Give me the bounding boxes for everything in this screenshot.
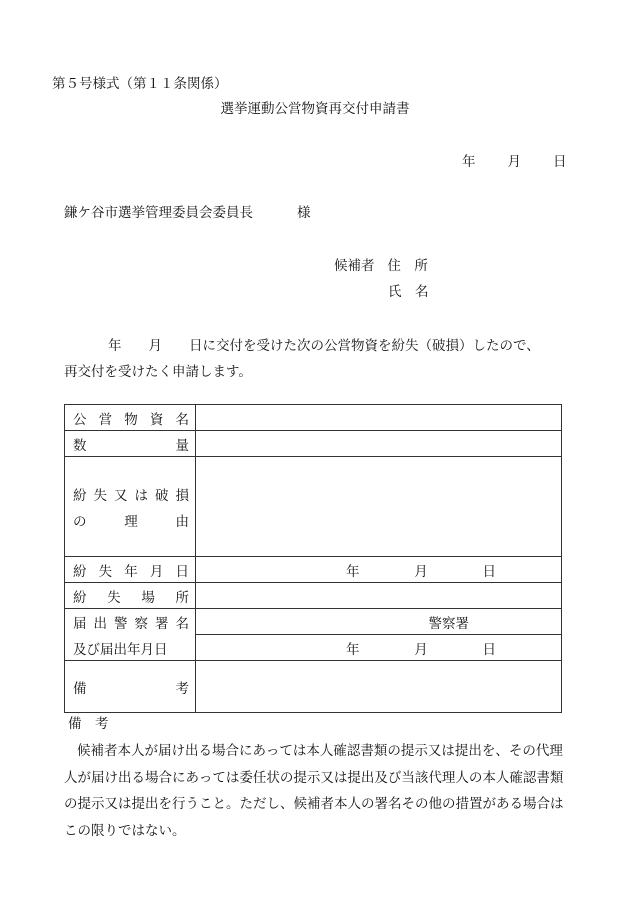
remarks-field[interactable] [196, 661, 562, 713]
loss-place-label [65, 583, 196, 609]
police-station-suffix: 警察署 [428, 615, 469, 632]
loss-place-char: 紛 [73, 589, 87, 606]
reason-field[interactable] [196, 457, 562, 557]
loss-day: 日 [482, 563, 496, 580]
item-name-field[interactable] [196, 405, 562, 431]
police-day: 日 [482, 641, 496, 658]
loss-place-field[interactable] [196, 583, 562, 609]
quantity-field[interactable] [196, 431, 562, 457]
request-line-2: 再交付を受けたく申請します。 [64, 364, 252, 380]
loss-date-label-char: 日 [175, 563, 189, 580]
submission-date [462, 156, 567, 170]
quantity-label-char: 量 [175, 437, 189, 454]
date-month: 月 [507, 154, 521, 170]
notes-text: 候補者本人が届け出る場合にあっては本人確認書類の提示又は提出を、その代理人が届け出る場合にあっては委任状の提示又は提出及び当該代理人の本人確認書類の提示又は提出を行うこと。ただし、候補者本人の署名その他の措置がある場合はこの限りではない。 [64, 743, 564, 839]
loss-place-char: 所 [175, 589, 189, 606]
police-label-char: 出 [93, 615, 107, 632]
reason-label-char: は [134, 487, 148, 504]
loss-year: 年 [346, 563, 360, 580]
police-date-field[interactable] [196, 635, 562, 661]
item-name-label-char: 公 [73, 411, 87, 428]
address-label: 住 所 [387, 258, 428, 274]
police-month: 月 [414, 641, 428, 658]
reason-label-char: 理 [124, 513, 138, 530]
candidate-address-row [334, 260, 428, 274]
loss-date-label-char: 紛 [73, 563, 87, 580]
loss-date-label [65, 557, 196, 583]
police-label-char: 察 [134, 615, 148, 632]
reason-label-char: 紛 [73, 487, 87, 504]
police-label-char: 署 [155, 615, 169, 632]
remarks-label-char: 考 [175, 680, 189, 697]
quantity-label-char: 数 [73, 437, 87, 454]
loss-date-label-char: 失 [98, 563, 113, 580]
loss-place-char: 失 [107, 589, 121, 606]
notes-body [64, 738, 564, 844]
date-day: 日 [553, 154, 567, 170]
date-year: 年 [462, 154, 476, 170]
police-label-char: 届 [73, 615, 87, 632]
police-station-field[interactable] [196, 609, 562, 635]
item-name-label-char: 名 [175, 411, 189, 428]
loss-month: 月 [414, 563, 428, 580]
police-label-char: 警 [114, 615, 128, 632]
loss-date-label-char: 月 [149, 563, 164, 580]
police-label [65, 609, 196, 661]
document-title: 選挙運動公営物資再交付申請書 [220, 101, 410, 117]
reason-label-char: の [73, 513, 87, 530]
item-name-label [65, 405, 196, 431]
item-name-label-char: 営 [98, 411, 113, 428]
addressee-name: 鎌ケ谷市選挙管理委員会委員長 [64, 205, 253, 221]
reason-label-char: 失 [93, 487, 107, 504]
reason-label [65, 457, 196, 557]
name-label: 氏 名 [388, 284, 429, 300]
candidate-label: 候補者 [334, 258, 375, 274]
remarks-label-char: 備 [73, 680, 87, 697]
request-statement [64, 333, 564, 385]
reason-label-char: 破 [155, 487, 169, 504]
form-number: 第５号様式（第１１条関係） [52, 76, 228, 92]
loss-place-char: 場 [141, 589, 155, 606]
candidate-name-row [388, 286, 429, 300]
loss-date-field[interactable] [196, 557, 562, 583]
reason-label-char: 損 [175, 487, 189, 504]
addressee-honorific: 様 [297, 205, 311, 221]
notes-heading: 備 考 [68, 716, 109, 732]
loss-date-label-char: 年 [124, 563, 138, 580]
request-line-1: 年 月 日に交付を受けた次の公営物資を紛失（破損）したので、 [108, 338, 540, 354]
reason-label-char: 又 [114, 487, 128, 504]
reason-label-char: 由 [175, 513, 189, 530]
police-year: 年 [346, 641, 360, 658]
application-table [64, 404, 562, 713]
item-name-label-char: 資 [149, 411, 164, 428]
item-name-label-char: 物 [124, 411, 138, 428]
addressee [64, 207, 311, 221]
remarks-label [65, 661, 196, 713]
police-label-char: 名 [175, 615, 189, 632]
quantity-label [65, 431, 196, 457]
police-label-line2: 及び届出年月日 [73, 641, 168, 658]
